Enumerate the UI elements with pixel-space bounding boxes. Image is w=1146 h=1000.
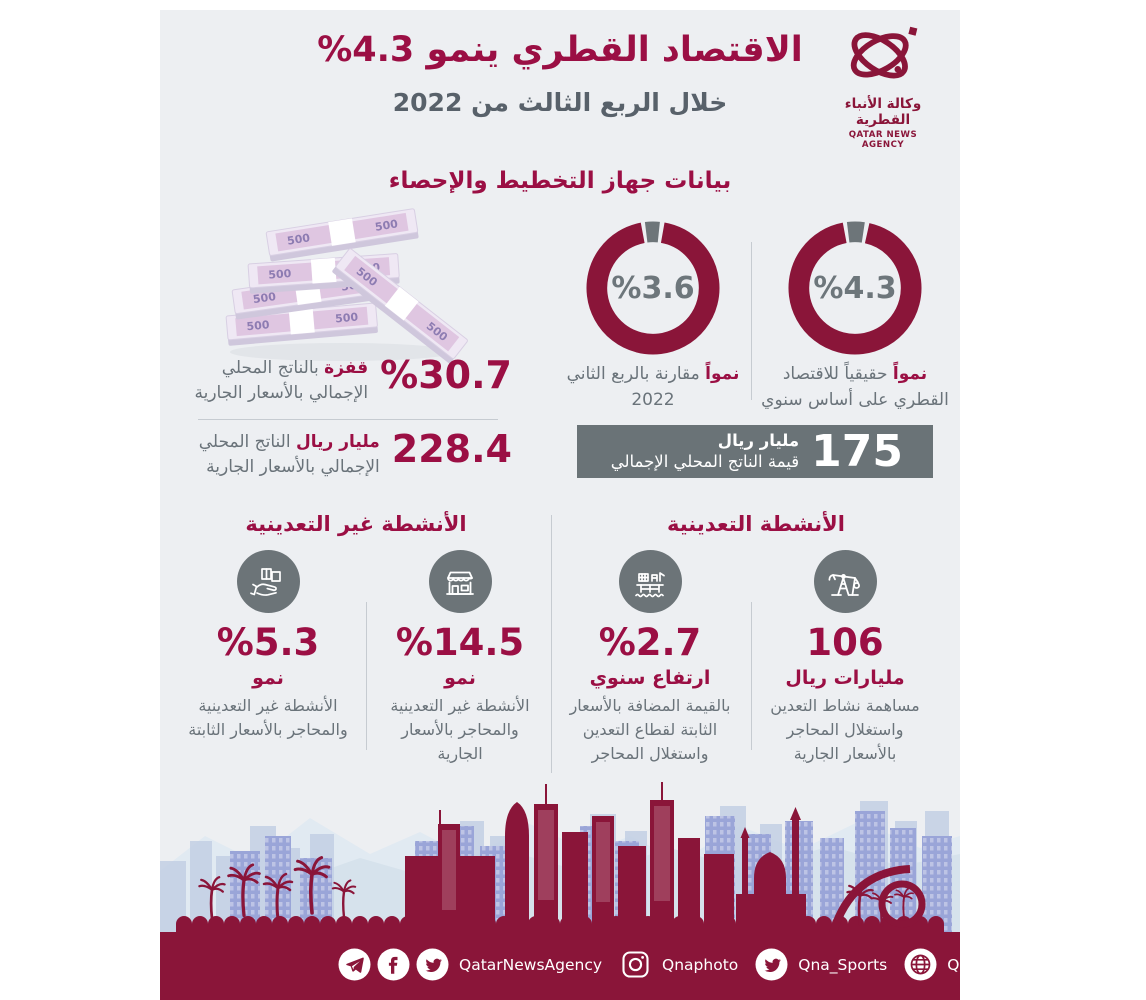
gdp-value-bar bbox=[577, 425, 933, 478]
mining-value-added-value: %2.7 bbox=[598, 621, 702, 664]
mining-section-title: الأنشطة التعدينية bbox=[667, 512, 845, 536]
gdp-value-caption: مليار ريال قيمة الناتج المحلي الإجمالي bbox=[610, 430, 800, 471]
gdp-current-stat bbox=[178, 427, 512, 479]
page-title bbox=[160, 30, 960, 70]
non-mining-current-value: %14.5 bbox=[395, 621, 525, 664]
stat-column-non-mining-constant bbox=[176, 550, 360, 742]
mining-contribution-desc: مساهمة نشاط التعدين واستغلال المحاجر بالأسعار الجارية bbox=[770, 695, 920, 763]
donut-annual-growth-caption: نمواً حقيقياً للاقتصاد القطري على أساس سنوي bbox=[761, 364, 949, 410]
stats-divider bbox=[198, 419, 498, 420]
page-title-text: الاقتصاد القطري ينمو bbox=[426, 30, 803, 70]
mining-contribution-unit: مليارات ريال bbox=[785, 666, 905, 689]
mining-value-added-lead: ارتفاع سنوي bbox=[589, 666, 711, 689]
social-handle-main[interactable]: QatarNewsAgency bbox=[459, 955, 603, 974]
non-mining-constant-desc: الأنشطة غير التعدينية والمحاجر بالأسعار الثابتة bbox=[188, 695, 348, 739]
storefront-icon bbox=[429, 550, 492, 613]
stat-column-non-mining-current bbox=[368, 550, 552, 766]
mining-value-added-desc: بالقيمة المضافة بالأسعار الثابتة لقطاع التعدين واستغلال المحاجر bbox=[569, 695, 731, 763]
website-url[interactable]: Qna.org.qa bbox=[947, 955, 1034, 974]
doha-skyline-image bbox=[160, 766, 960, 936]
social-group-website bbox=[904, 948, 1033, 981]
social-group-sports bbox=[755, 948, 887, 981]
gdp-value-number: 175 bbox=[811, 425, 903, 477]
pumpjack-icon bbox=[814, 550, 877, 613]
mining-contribution-value: 106 bbox=[806, 621, 884, 664]
qna-logo-english: QATAR NEWS AGENCY bbox=[848, 130, 918, 150]
page-subtitle: خلال الربع الثالث من 2022 bbox=[392, 88, 728, 117]
non-mining-section-title: الأنشطة غير التعدينية bbox=[245, 512, 467, 536]
social-handle-instagram[interactable]: Qnaphoto bbox=[662, 955, 739, 974]
instagram-icon[interactable] bbox=[619, 948, 652, 981]
donut-quarterly-growth bbox=[586, 221, 720, 355]
footer-bar bbox=[160, 932, 1034, 1000]
non-mining-constant-value: %5.3 bbox=[216, 621, 320, 664]
donut-quarterly-growth-caption: نمواً مقارنة بالربع الثاني 2022 bbox=[566, 364, 740, 410]
non-mining-columns-divider bbox=[366, 602, 367, 750]
gdp-jump-value: %30.7 bbox=[380, 353, 512, 397]
donut-section-divider bbox=[751, 242, 752, 400]
facebook-icon[interactable] bbox=[377, 948, 410, 981]
social-handle-sports[interactable]: Qna_Sports bbox=[798, 955, 888, 974]
gdp-jump-caption: قفزة بالناتج المحلي الإجمالي بالأسعار الجارية bbox=[194, 358, 369, 403]
mining-columns-divider bbox=[751, 602, 752, 750]
offshore-rig-icon bbox=[619, 550, 682, 613]
donut-annual-growth-value: %4.3 bbox=[813, 270, 897, 306]
stat-column-mining-value-added bbox=[558, 550, 742, 766]
non-mining-current-desc: الأنشطة غير التعدينية والمحاجر بالأسعار الجارية bbox=[390, 695, 530, 763]
non-mining-current-lead: نمو bbox=[444, 666, 476, 689]
gdp-current-value: 228.4 bbox=[391, 427, 512, 471]
social-links-row bbox=[338, 948, 1034, 981]
globe-icon[interactable] bbox=[904, 948, 937, 981]
stat-column-mining-contribution bbox=[753, 550, 937, 766]
twitter-icon[interactable] bbox=[755, 948, 788, 981]
donut-quarterly-growth-value: %3.6 bbox=[611, 270, 695, 306]
social-group-instagram bbox=[619, 948, 738, 981]
qna-logo-arabic: وكالة الأنباء القطرية bbox=[844, 96, 922, 128]
non-mining-constant-lead: نمو bbox=[252, 666, 284, 689]
banknotes-image: 500 500 bbox=[210, 190, 478, 366]
gdp-current-caption: مليار ريال الناتج المحلي الإجمالي بالأسعار الجارية bbox=[198, 432, 380, 477]
page-title-number: %4.3 bbox=[317, 30, 415, 70]
donut-annual-growth bbox=[788, 221, 922, 355]
twitter-icon[interactable] bbox=[416, 948, 449, 981]
hand-boxes-icon bbox=[237, 550, 300, 613]
source-title: بيانات جهاز التخطيط والإحصاء bbox=[388, 168, 732, 194]
gdp-jump-stat bbox=[178, 353, 512, 405]
social-group-main bbox=[338, 948, 602, 981]
telegram-icon[interactable] bbox=[338, 948, 371, 981]
infographic-card bbox=[160, 10, 1034, 1000]
